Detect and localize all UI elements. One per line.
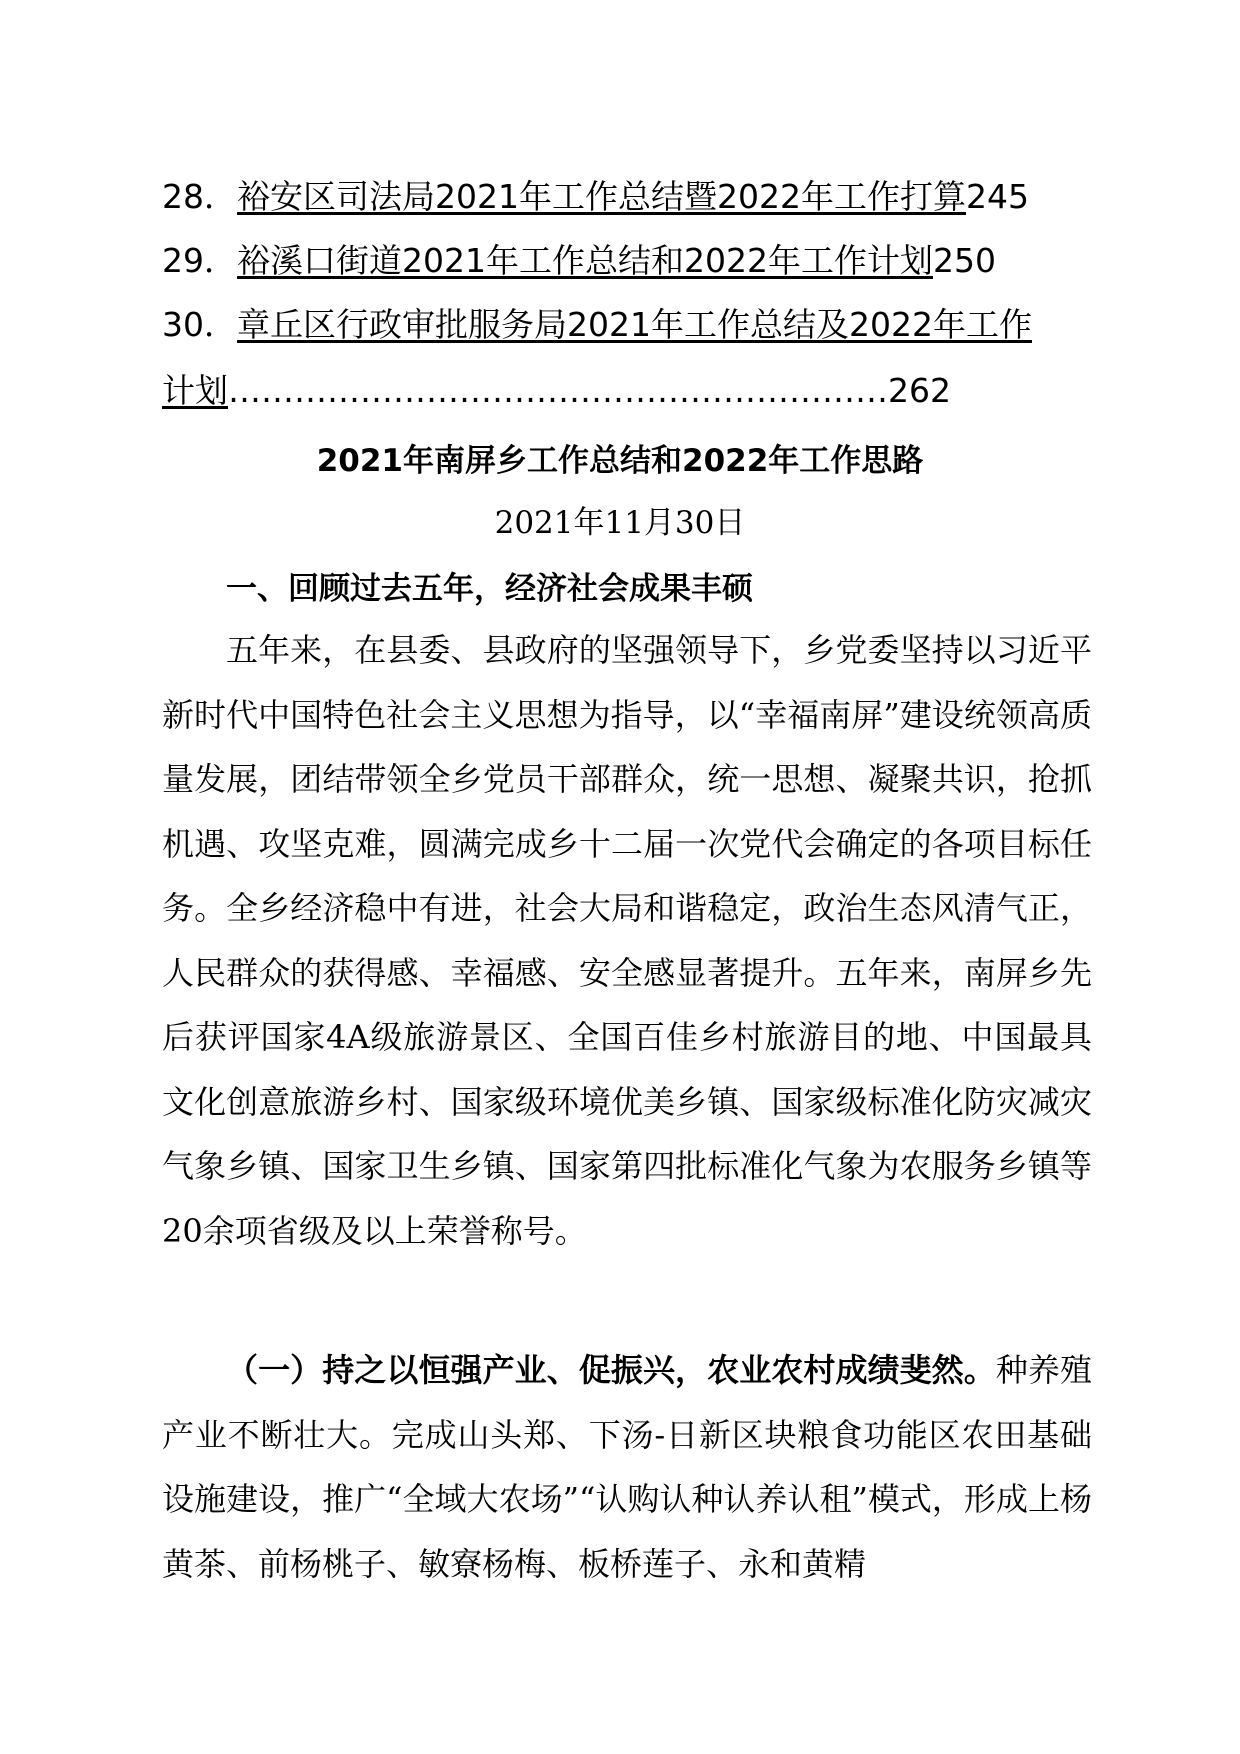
toc-item-number: 28． (162, 177, 237, 216)
toc-item-30-continued[interactable] (162, 368, 951, 414)
body-paragraph-subsection (162, 1338, 1092, 1596)
toc-leader-dots: …………………………………………………… (228, 371, 888, 410)
toc-item-number: 29． (162, 241, 237, 280)
toc-item-page: 245 (965, 177, 1029, 216)
toc-item-title[interactable]: 章丘区行政审批服务局2021年工作总结及2022年工作 (237, 305, 1032, 344)
toc-item-page: 262 (888, 371, 951, 410)
toc-item-28[interactable] (162, 174, 1029, 220)
toc-item-title-continued[interactable]: 计划 (162, 371, 228, 410)
subsection-heading: （一）持之以恒强产业、促振兴，农业农村成绩斐然。 (226, 1351, 996, 1389)
section-heading: 一、回顾过去五年，经济社会成果丰硕 (226, 571, 753, 607)
subsection-body: 种养殖产业不断壮大。完成山头郑、下汤-日新区块粮食功能区农田基础设施建设，推广“全域大农场”“认购认种认养认租”模式，形成上杨黄茶、前杨桃子、敏寮杨梅、板桥莲子、永和黄精 (162, 1351, 1092, 1583)
toc-item-29[interactable] (162, 238, 996, 284)
toc-item-page: 250 (932, 241, 996, 280)
document-title: 2021年南屏乡工作总结和2022年工作思路 (316, 443, 924, 479)
toc-item-number: 30． (162, 305, 237, 344)
toc-item-title[interactable]: 裕溪口街道2021年工作总结和2022年工作计划 (237, 241, 933, 280)
toc-item-title[interactable]: 裕安区司法局2021年工作总结暨2022年工作打算 (237, 177, 966, 216)
toc-item-30[interactable] (162, 302, 1032, 348)
document-date: 2021年11月30日 (494, 505, 746, 541)
body-paragraph: 五年来，在县委、县政府的坚强领导下，乡党委坚持以习近平新时代中国特色社会主义思想为指导，以“幸福南屏”建设统领高质量发展，团结带领全乡党员干部群众，统一思想、凝聚共识，抢抓机遇、攻坚克难，圆满完成乡十二届一次党代会确定的各项目标任务。全乡经济稳中有进，社会大局和谐稳定，政治生态风清气正，人民群众的获得感、幸福感、安全感显著提升。五年来，南屏乡先后获评国家4A级旅游景区、全国百佳乡村旅游目的地、中国最具文化创意旅游乡村、国家级环境优美乡镇、国家级标准化防灾减灾气象乡镇、国家卫生乡镇、国家第四批标准化气象为农服务乡镇等20余项省级及以上荣誉称号。 (162, 631, 1092, 1250)
